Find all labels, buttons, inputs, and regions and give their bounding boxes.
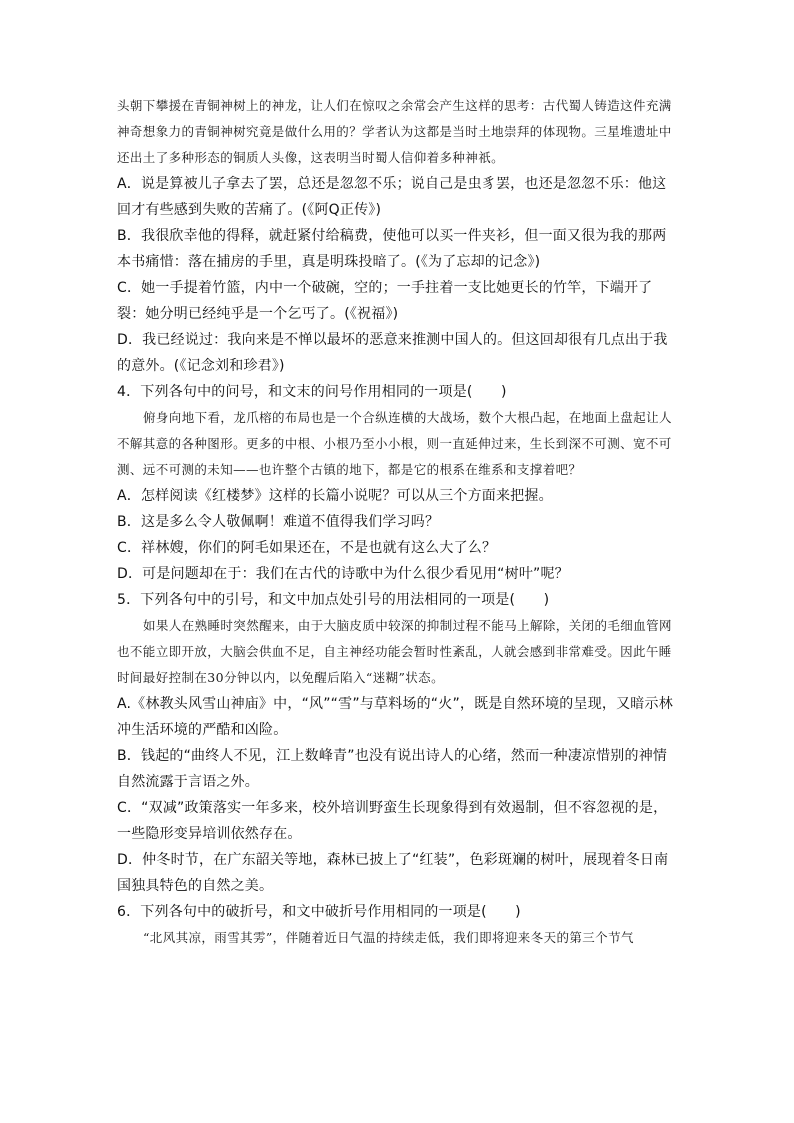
q4-option-c: C．祥林嫂，你们的阿毛如果还在，不是也就有这么大了么？ <box>117 540 497 556</box>
q3-option-c: C．她一手提着竹篮，内中一个破碗，空的；一手拄着一支比她更长的竹竿，下端开了裂：她分明已经纯乎是一个乞丐了。(《祝福》) <box>117 280 653 322</box>
q3-option-d: D．我已经说过：我向来是不惮以最坏的恶意来推测中国人的。但这回却很有几点出于我的意外。(《记念刘和珍君》) <box>117 332 668 374</box>
page-content <box>117 93 679 951</box>
q5-option-d: D．仲冬时节，在广东韶关等地，森林已披上了“红装”，色彩斑斓的树叶，展现着冬日南国独具特色的自然之美。 <box>117 852 669 894</box>
q5-stem: 5．下列各句中的引号，和文中加点处引号的用法相同的一项是( ) <box>117 592 550 608</box>
q5-passage: 如果人在熟睡时突然醒来，由于大脑皮质中较深的抑制过程不能马上解除，关闭的毛细血管网也不能立即开放，大脑会供血不足，自主神经功能会暂时性紊乱，人就会感到非常难受。因此午睡时间最好控制在30分钟以内，以免醒后陷入“迷糊”状态。 <box>117 618 672 685</box>
q4-stem: 4．下列各句中的问号，和文末的问号作用相同的一项是( ) <box>117 384 507 400</box>
passage-top: 头朝下攀援在青铜神树上的神龙，让人们在惊叹之余常会产生这样的思考：古代蜀人铸造这件充满神奇想象力的青铜神树究竟是做什么用的？学者认为这都是当时土地崇拜的体现物。三星堆遗址中还出土了多种形态的铜质人头像，这表明当时蜀人信仰着多种神祇。 <box>117 98 672 165</box>
q5-option-c: C．“双减”政策落实一年多来，校外培训野蛮生长现象得到有效遏制，但不容忽视的是，一些隐形变异培训依然存在。 <box>117 800 668 842</box>
q3-option-a: A．说是算被儿子拿去了罢，总还是忽忽不乐；说自己是虫豸罢，也还是忽忽不乐：他这回才有些感到失败的苦痛了。(《阿Q正传》) <box>117 176 667 218</box>
q3-option-b: B．我很欣幸他的得释，就赶紧付给稿费，使他可以买一件夹衫，但一面又很为我的那两本书痛惜：落在捕房的手里，真是明珠投暗了。(《为了忘却的记念》) <box>117 228 667 270</box>
q4-option-a: A．怎样阅读《红楼梦》这样的长篇小说呢？可以从三个方面来把握。 <box>117 488 553 504</box>
q5-option-a: A.《林教头风雪山神庙》中，“风”“雪”与草料场的“火”，既是自然环境的呈现，又暗示林冲生活环境的严酷和凶险。 <box>117 696 673 738</box>
q4-passage: 俯身向地下看，龙爪榕的布局也是一个合纵连横的大战场，数个大根凸起，在地面上盘起让人不解其意的各种图形。更多的中根、小根乃至小小根，则一直延伸过来，生长到深不可测、宽不可测、远不可测的未知——也许整个古镇的地下，都是它的根系在维系和支撑着吧？ <box>117 410 672 477</box>
q6-stem: 6．下列各句中的破折号，和文中破折号作用相同的一项是( ) <box>117 904 521 920</box>
q4-option-b: B．这是多么令人敬佩啊！难道不值得我们学习吗？ <box>117 514 440 530</box>
q6-passage: “北风其凉，雨雪其雱”，伴随着近日气温的持续走低，我们即将迎来冬天的第三个节气 <box>143 930 634 945</box>
q4-option-d: D．可是问题却在于：我们在古代的诗歌中为什么很少看见用“树叶”呢？ <box>117 566 569 582</box>
q5-option-b: B．钱起的“曲终人不见，江上数峰青”也没有说出诗人的心绪，然而一种凄凉惜别的神情自然流露于言语之外。 <box>117 748 668 790</box>
